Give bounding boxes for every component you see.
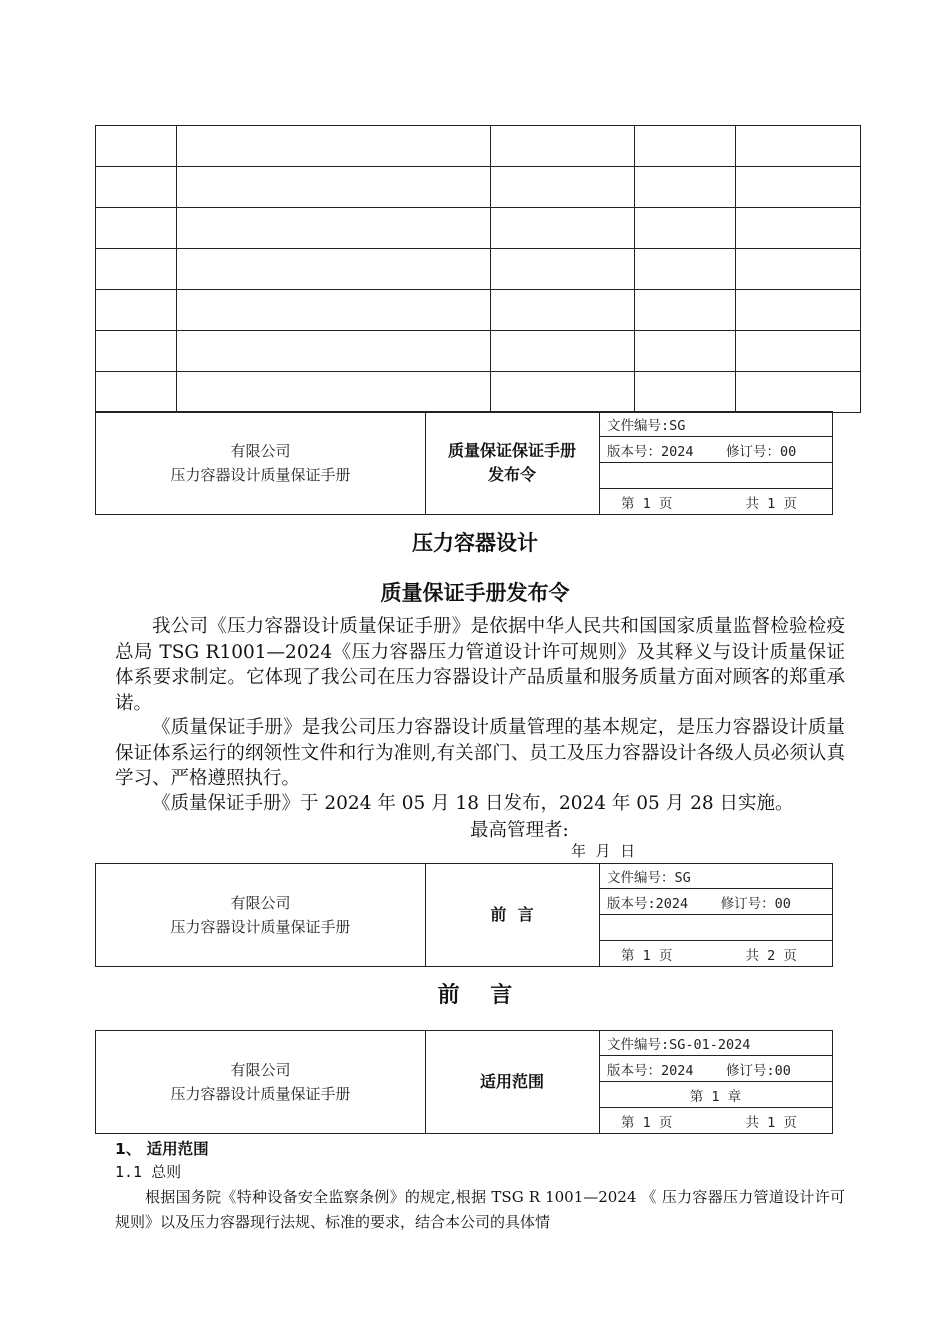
file-number: 文件编号:SG xyxy=(599,412,832,437)
chapter-number: 第 1 章 xyxy=(599,1082,832,1108)
version-number: 版本号：2024 修订号：00 xyxy=(599,437,832,463)
table-row xyxy=(96,167,861,208)
page-number: 第 1 页 共 1 页 xyxy=(621,1115,797,1131)
company-name: 有限公司 xyxy=(230,1061,291,1079)
header-company-cell xyxy=(96,1031,426,1133)
release-title-2: 质量保证手册发布令 xyxy=(380,581,570,605)
header-title-cell xyxy=(425,1031,600,1133)
file-number: 文件编号：SG xyxy=(599,864,832,889)
company-name: 有限公司 xyxy=(230,894,291,912)
table-row xyxy=(96,372,861,413)
header-title-line: 适用范围 xyxy=(479,1072,544,1091)
header-title-cell xyxy=(425,412,600,514)
header-title-line: 发布令 xyxy=(487,465,536,484)
header-company-cell xyxy=(96,864,426,966)
doc-header-scope xyxy=(95,1030,833,1134)
chapter-number xyxy=(599,915,832,941)
manual-name: 压力容器设计质量保证手册 xyxy=(170,918,351,936)
table-row xyxy=(96,126,861,167)
header-title-line: 前 言 xyxy=(490,905,534,924)
table-row xyxy=(96,331,861,372)
release-paragraph-1: 我公司《压力容器设计质量保证手册》是依据中华人民共和国国家质量监督检验检疫总局 TSG R1001—2024《压力容器压力管道设计许可规则》及其释义与设计质量保证体系要求制定。它体现了我公司在压力容器设计产品质量和服务质量方面对顾客的郑重承诺。 xyxy=(115,616,845,714)
page-number: 第 1 页 共 2 页 xyxy=(621,948,797,964)
release-title-1: 压力容器设计 xyxy=(412,531,538,555)
table-row xyxy=(96,249,861,290)
manual-name: 压力容器设计质量保证手册 xyxy=(170,466,351,484)
page-number: 第 1 页 共 1 页 xyxy=(621,496,797,512)
doc-header-preface xyxy=(95,863,833,967)
release-paragraph-3: 《质量保证手册》于 2024 年 05 月 18 日发布，2024 年 05 月 28 日实施。 xyxy=(152,793,794,814)
preface-title: 前 言 xyxy=(437,983,513,1008)
chapter-number xyxy=(599,463,832,489)
header-info-cell xyxy=(599,412,832,514)
version-number: 版本号：2024 修订号:00 xyxy=(599,1056,832,1082)
file-number: 文件编号:SG-01-2024 xyxy=(599,1031,832,1056)
header-company-cell xyxy=(96,412,426,514)
signer-label: 最高管理者: xyxy=(470,820,569,841)
release-paragraph-2: 《质量保证手册》是我公司压力容器设计质量管理的基本规定，是压力容器设计质量保证体系运行的纲领性文件和行为准则,有关部门、员工及压力容器设计各级人员必须认真学习、严格遵照执行。 xyxy=(115,717,845,789)
revision-record-table xyxy=(95,125,861,413)
sign-date: 年 月 日 xyxy=(571,842,636,860)
table-row xyxy=(96,208,861,249)
doc-header-release xyxy=(95,411,833,515)
table-row xyxy=(96,290,861,331)
company-name: 有限公司 xyxy=(230,442,291,460)
scope-paragraph: 根据国务院《特种设备安全监察条例》的规定,根据 TSG R 1001—2024 《 压力容器压力管道设计许可规则》以及压力容器现行法规、标准的要求，结合本公司的具体情 xyxy=(115,1188,845,1231)
header-title-line: 质量保证保证手册 xyxy=(447,441,576,460)
header-title-cell xyxy=(425,864,600,966)
header-info-cell xyxy=(599,864,832,966)
subsection-heading: 1.1 总则 xyxy=(115,1163,182,1181)
version-number: 版本号:2024 修订号：00 xyxy=(599,889,832,915)
section-heading: 1、 适用范围 xyxy=(115,1140,209,1158)
manual-name: 压力容器设计质量保证手册 xyxy=(170,1085,351,1103)
header-info-cell xyxy=(599,1031,832,1133)
